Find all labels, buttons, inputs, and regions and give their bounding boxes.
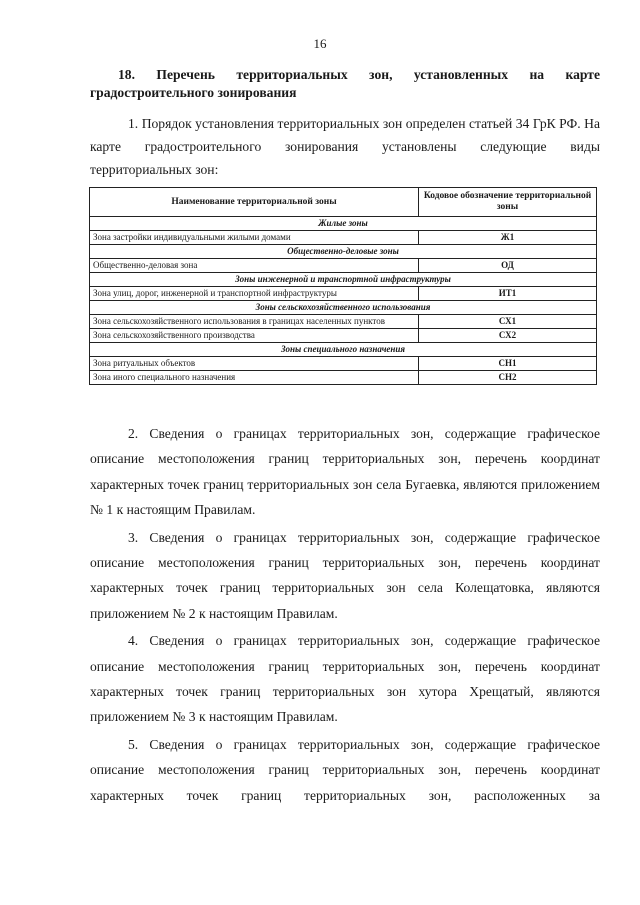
paragraph: 4. Сведения о границах территориальных зон, содержащие графическое описание местоположения границ территориальных зон, перечень координат характерных точек границ территориальных зон хутора Хрещатый, являются приложением № 3 к настоящим Правилам.: [90, 633, 600, 725]
group-title: Зоны сельскохозяйственного использования: [90, 301, 597, 315]
zone-code: ОД: [419, 259, 597, 273]
zone-name: Зона сельскохозяйственного производства: [90, 329, 419, 343]
zone-code: СН1: [419, 357, 597, 371]
table-row: [90, 315, 597, 329]
table-group-row: [90, 217, 597, 231]
table-row: [90, 371, 597, 385]
section-number: 18.: [118, 67, 135, 82]
paragraph: 5. Сведения о границах территориальных зон, содержащие графическое описание местоположения границ территориальных зон, перечень координат характерных точек границ территориальных зон, расположенных за: [90, 736, 600, 803]
zone-name: Общественно-деловая зона: [90, 259, 419, 273]
zone-code: СХ1: [419, 315, 597, 329]
zone-name: Зона застройки индивидуальными жилыми домами: [90, 231, 419, 245]
table-row: [90, 329, 597, 343]
zone-name: Зона улиц, дорог, инженерной и транспортной инфраструктуры: [90, 287, 419, 301]
intro-paragraph: 1. Порядок установления территориальных зон определен статьей 34 ГрК РФ. На карте градостроительного зонирования установлены следующие виды территориальных зон:: [90, 116, 600, 177]
table-group-row: [90, 343, 597, 357]
table-row: [90, 259, 597, 273]
zone-code: СН2: [419, 371, 597, 385]
table-row: [90, 357, 597, 371]
table-group-row: [90, 301, 597, 315]
table-row: [90, 287, 597, 301]
paragraph: 2. Сведения о границах территориальных зон, содержащие графическое описание местоположения границ территориальных зон, перечень координат характерных точек границ территориальных зон села Бугаевка, являются приложением № 1 к настоящим Правилам.: [90, 426, 600, 518]
table-group-row: [90, 273, 597, 287]
group-title: Зоны специального назначения: [90, 343, 597, 357]
zone-name: Зона иного специального назначения: [90, 371, 419, 385]
zone-code: ИТ1: [419, 287, 597, 301]
paragraph: 3. Сведения о границах территориальных зон, содержащие графическое описание местоположения границ территориальных зон, перечень координат характерных точек границ территориальных зон села Колещатовка, являются приложением № 2 к настоящим Правилам.: [90, 529, 600, 621]
section-heading: [90, 66, 600, 102]
group-title: Общественно-деловые зоны: [90, 245, 597, 259]
group-title: Зоны инженерной и транспортной инфраструктуры: [90, 273, 597, 287]
zone-code: СХ2: [419, 329, 597, 343]
zone-name: Зона ритуальных объектов: [90, 357, 419, 371]
zones-table: [89, 187, 597, 385]
table-row: [90, 231, 597, 245]
group-title: Жилые зоны: [90, 217, 597, 231]
body-paragraphs: [90, 421, 600, 810]
header-zone-name: Наименование территориальной зоны: [90, 188, 419, 217]
table-header-row: [90, 188, 597, 217]
zone-code: Ж1: [419, 231, 597, 245]
zone-name: Зона сельскохозяйственного использования в границах населенных пунктов: [90, 315, 419, 329]
table-group-row: [90, 245, 597, 259]
page-number: 16: [313, 36, 327, 51]
section-title: Перечень территориальных зон, установленных на карте градостроительного зонирования: [90, 67, 600, 100]
header-zone-code: Кодовое обозначение территориальной зоны: [419, 188, 597, 217]
